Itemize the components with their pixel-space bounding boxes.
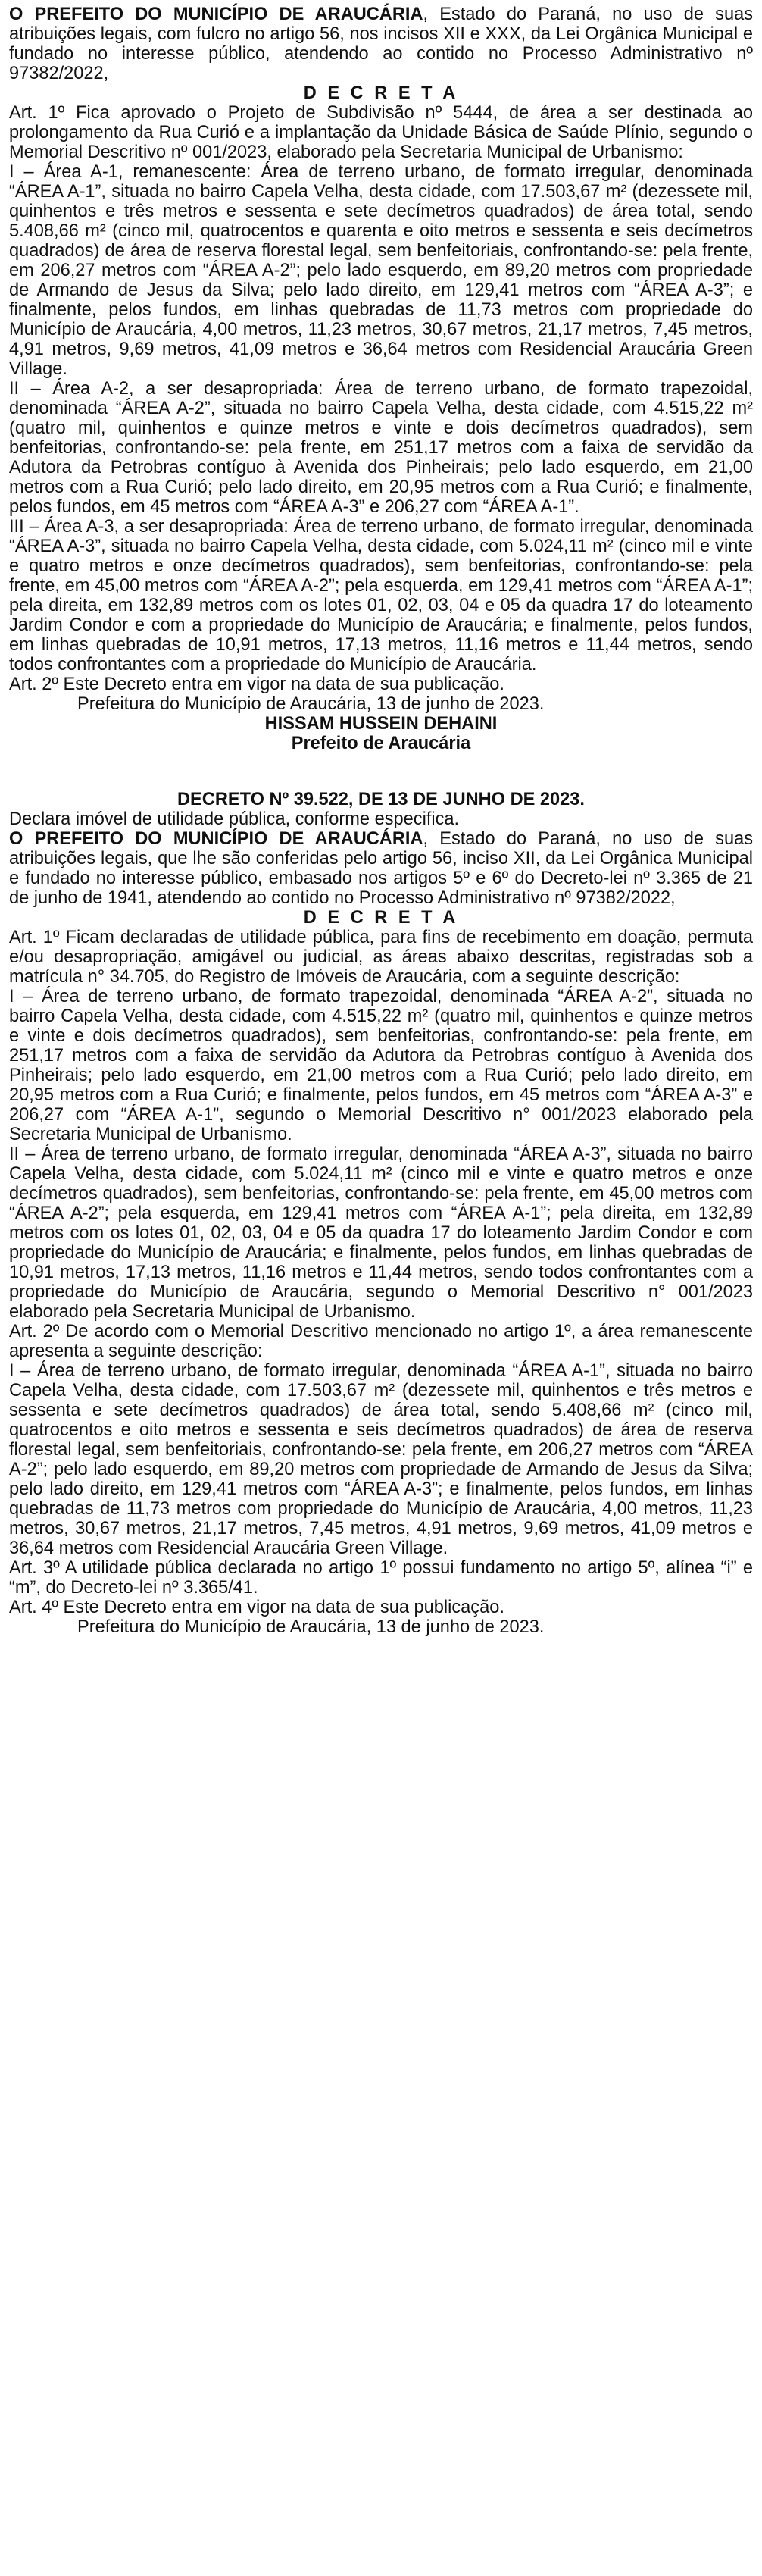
decree-2-art-3: Art. 3º A utilidade pública declarada no artigo 1º possui fundamento no artigo 5º, alínea “i” e “m”, do Decreto-lei nº 3.365/41.	[9, 1558, 753, 1598]
decree-2-preamble	[9, 829, 753, 908]
section-spacer	[9, 753, 753, 790]
decree-2	[9, 790, 753, 1637]
decree-1-signer-title: Prefeito de Araucária	[291, 734, 471, 753]
decree-1-decreta-heading: D E C R E T A	[303, 83, 459, 103]
decree-1-intro: , Estado do Paraná, no uso de suas atribuições legais, com fulcro no artigo 56, nos incisos XII e XXX, da Lei Orgânica Municipal e fundado no interesse público, atendendo ao contido no Processo Administrativo nº 97382/2022,	[9, 5, 753, 83]
decree-1-item-3: III – Área A-3, a ser desapropriada: Área de terreno urbano, de formato irregular, denominada “ÁREA A-3”, situada no bairro Capela Velha, desta cidade, com 5.024,11 m² (cinco mil e vinte e quatro metros e onze decímetros quadrados), sem benfeitorias, confrontando-se: pela frente, em 45,00 metros com “ÁREA A-2”; pela esquerda, em 129,41 metros com “ÁREA A-1”; pela direita, em 132,89 metros com os lotes 01, 02, 03, 04 e 05 da quadra 17 do loteamento Jardim Condor e com a propriedade do Município de Araucária; e finalmente, pelos fundos, em linhas quebradas de 10,91 metros, 17,13 metros, 11,16 metros e 11,44 metros, sendo todos confrontantes com a propriedade do Município de Araucária.	[9, 517, 753, 675]
decree-2-place-date: Prefeitura do Município de Araucária, 13 de junho de 2023.	[77, 1617, 545, 1637]
decree-2-item-1: I – Área de terreno urbano, de formato trapezoidal, denominada “ÁREA A-2”, situada no bairro Capela Velha, desta cidade, com 4.515,22 m² (quatro mil, quinhentos e quinze metros e vinte e dois decímetros quadrados), sem benfeitorias, confrontando-se: pela frente, em 251,17 metros com a faixa de servidão da Adutora da Petrobras contíguo à Avenida dos Pinheirais; pelo lado esquerdo, em 21,00 metros com a Rua Curió; pelo lado direito, em 20,95 metros com a Rua Curió; e finalmente, pelos fundos, em 45 metros com “ÁREA A-3” e 206,27 com “ÁREA A-1”, segundo o Memorial Descritivo n° 001/2023 elaborado pela Secretaria Municipal de Urbanismo.	[9, 987, 753, 1144]
decree-2-item-2: II – Área de terreno urbano, de formato irregular, denominada “ÁREA A-3”, situada no bairro Capela Velha, desta cidade, com 5.024,11 m² (cinco mil e vinte e quatro metros e onze decímetros quadrados), sem benfeitorias, confrontando-se: pela frente, em 45,00 metros com “ÁREA A-2”; pela esquerda, em 129,41 metros com “ÁREA A-1”; pela direita, em 132,89 metros com os lotes 01, 02, 03, 04 e 05 da quadra 17 do loteamento Jardim Condor e com propriedade do Município de Araucária; e finalmente, pelos fundos, em linhas quebradas de 10,91 metros, 17,13 metros, 11,16 metros e 11,44 metros, sendo todos confrontantes com a propriedade do Município de Araucária, segundo o Memorial Descritivo n° 001/2023 elaborado pela Secretaria Municipal de Urbanismo.	[9, 1144, 753, 1322]
decree-2-title: DECRETO Nº 39.522, DE 13 DE JUNHO DE 2023.	[177, 790, 585, 809]
decree-1-preamble	[9, 5, 753, 83]
decree-1-signer-name: HISSAM HUSSEIN DEHAINI	[264, 714, 498, 734]
decree-1-place-date: Prefeitura do Município de Araucária, 13 de junho de 2023.	[77, 694, 545, 714]
decree-2-authority: O PREFEITO DO MUNICÍPIO DE ARAUCÁRIA	[9, 829, 423, 849]
decree-2-art-1: Art. 1º Ficam declaradas de utilidade pública, para fins de recebimento em doação, permuta e/ou desapropriação, amigável ou judicial, as áreas abaixo descritas, registradas sob a matrícula n° 34.705, do Registro de Imóveis de Araucária, com a seguinte descrição:	[9, 928, 753, 987]
decree-2-art-2: Art. 2º De acordo com o Memorial Descritivo mencionado no artigo 1º, a área remanescente apresenta a seguinte descrição:	[9, 1322, 753, 1361]
decree-1-authority: O PREFEITO DO MUNICÍPIO DE ARAUCÁRIA	[9, 5, 423, 24]
decree-1-item-1: I – Área A-1, remanescente: Área de terreno urbano, de formato irregular, denominada “ÁREA A-1”, situada no bairro Capela Velha, desta cidade, com 17.503,67 m² (dezessete mil, quinhentos e três metros e sessenta e sete decímetros quadrados) de área total, sendo 5.408,66 m² (cinco mil, quatrocentos e quarenta e oito metros e sessenta e seis decímetros quadrados) de área de reserva florestal legal, sem benfeitoriais, confrontando-se: pela frente, em 206,27 metros com “ÁREA A-2”; pelo lado esquerdo, em 89,20 metros com propriedade de Armando de Jesus da Silva; pelo lado direito, em 129,41 metros com “ÁREA A-3”; e finalmente, pelos fundos, em linhas quebradas de 11,73 metros com propriedade do Município de Araucária, 4,00 metros, 11,23 metros, 30,67 metros, 21,17 metros, 7,45 metros, 4,91 metros, 9,69 metros, 41,09 metros e 36,64 metros com Residencial Araucária Green Village.	[9, 162, 753, 379]
decree-2-art-4: Art. 4º Este Decreto entra em vigor na data de sua publicação.	[9, 1598, 504, 1617]
decree-1	[9, 5, 753, 753]
decree-1-art-1: Art. 1º Fica aprovado o Projeto de Subdivisão nº 5444, de área a ser destinada ao prolongamento da Rua Curió e a implantação da Unidade Básica de Saúde Plínio, segundo o Memorial Descritivo nº 001/2023, elaborado pela Secretaria Municipal de Urbanismo:	[9, 103, 753, 162]
decree-2-summary: Declara imóvel de utilidade pública, conforme especifica.	[9, 809, 460, 829]
decree-2-intro: , Estado do Paraná, no uso de suas atribuições legais, que lhe são conferidas pelo artigo 56, inciso XII, da Lei Orgânica Municipal e fundado no interesse público, embasado nos artigos 5º e 6º do Decreto-lei nº 3.365 de 21 de junho de 1941, atendendo ao contido no Processo Administrativo nº 97382/2022,	[9, 829, 753, 908]
decree-2-decreta-heading: D E C R E T A	[303, 908, 459, 928]
decree-1-item-2: II – Área A-2, a ser desapropriada: Área de terreno urbano, de formato trapezoidal, denominada “ÁREA A-2”, situada no bairro Capela Velha, desta cidade, com 4.515,22 m² (quatro mil, quinhentos e quinze metros e vinte e dois decímetros quadrados), sem benfeitorias, confrontando-se: pela frente, em 251,17 metros com a faixa de servidão da Adutora da Petrobras contíguo à Avenida dos Pinheirais; pelo lado esquerdo, em 21,00 metros com a Rua Curió; pelo lado direito, em 20,95 metros com a Rua Curió; e finalmente, pelos fundos, em 45 metros com “ÁREA A-3” e 206,27 com “ÁREA A-1”.	[9, 379, 753, 517]
decree-2-art-2-item-1: I – Área de terreno urbano, de formato irregular, denominada “ÁREA A-1”, situada no bairro Capela Velha, desta cidade, com 17.503,67 m² (dezessete mil, quinhentos e três metros e sessenta e sete decímetros quadrados) de área total, sendo 5.408,66 m² (cinco mil, quatrocentos e oito metros e sessenta e seis decímetros quadrados) de área de reserva florestal legal, sem benfeitoriais, confrontando-se: pela frente, em 206,27 metros com “ÁREA A-2”; pelo lado esquerdo, em 89,20 metros com propriedade de Armando de Jesus da Silva; pelo lado direito, em 129,41 metros com “ÁREA A-3”; e finalmente, pelos fundos, em linhas quebradas de 11,73 metros com propriedade do Município de Araucária, 4,00 metros, 11,23 metros, 30,67 metros, 21,17 metros, 7,45 metros, 4,91 metros, 9,69 metros, 41,09 metros e 36,64 metros com Residencial Araucária Green Village.	[9, 1361, 753, 1558]
decree-1-art-2: Art. 2º Este Decreto entra em vigor na data de sua publicação.	[9, 675, 504, 694]
